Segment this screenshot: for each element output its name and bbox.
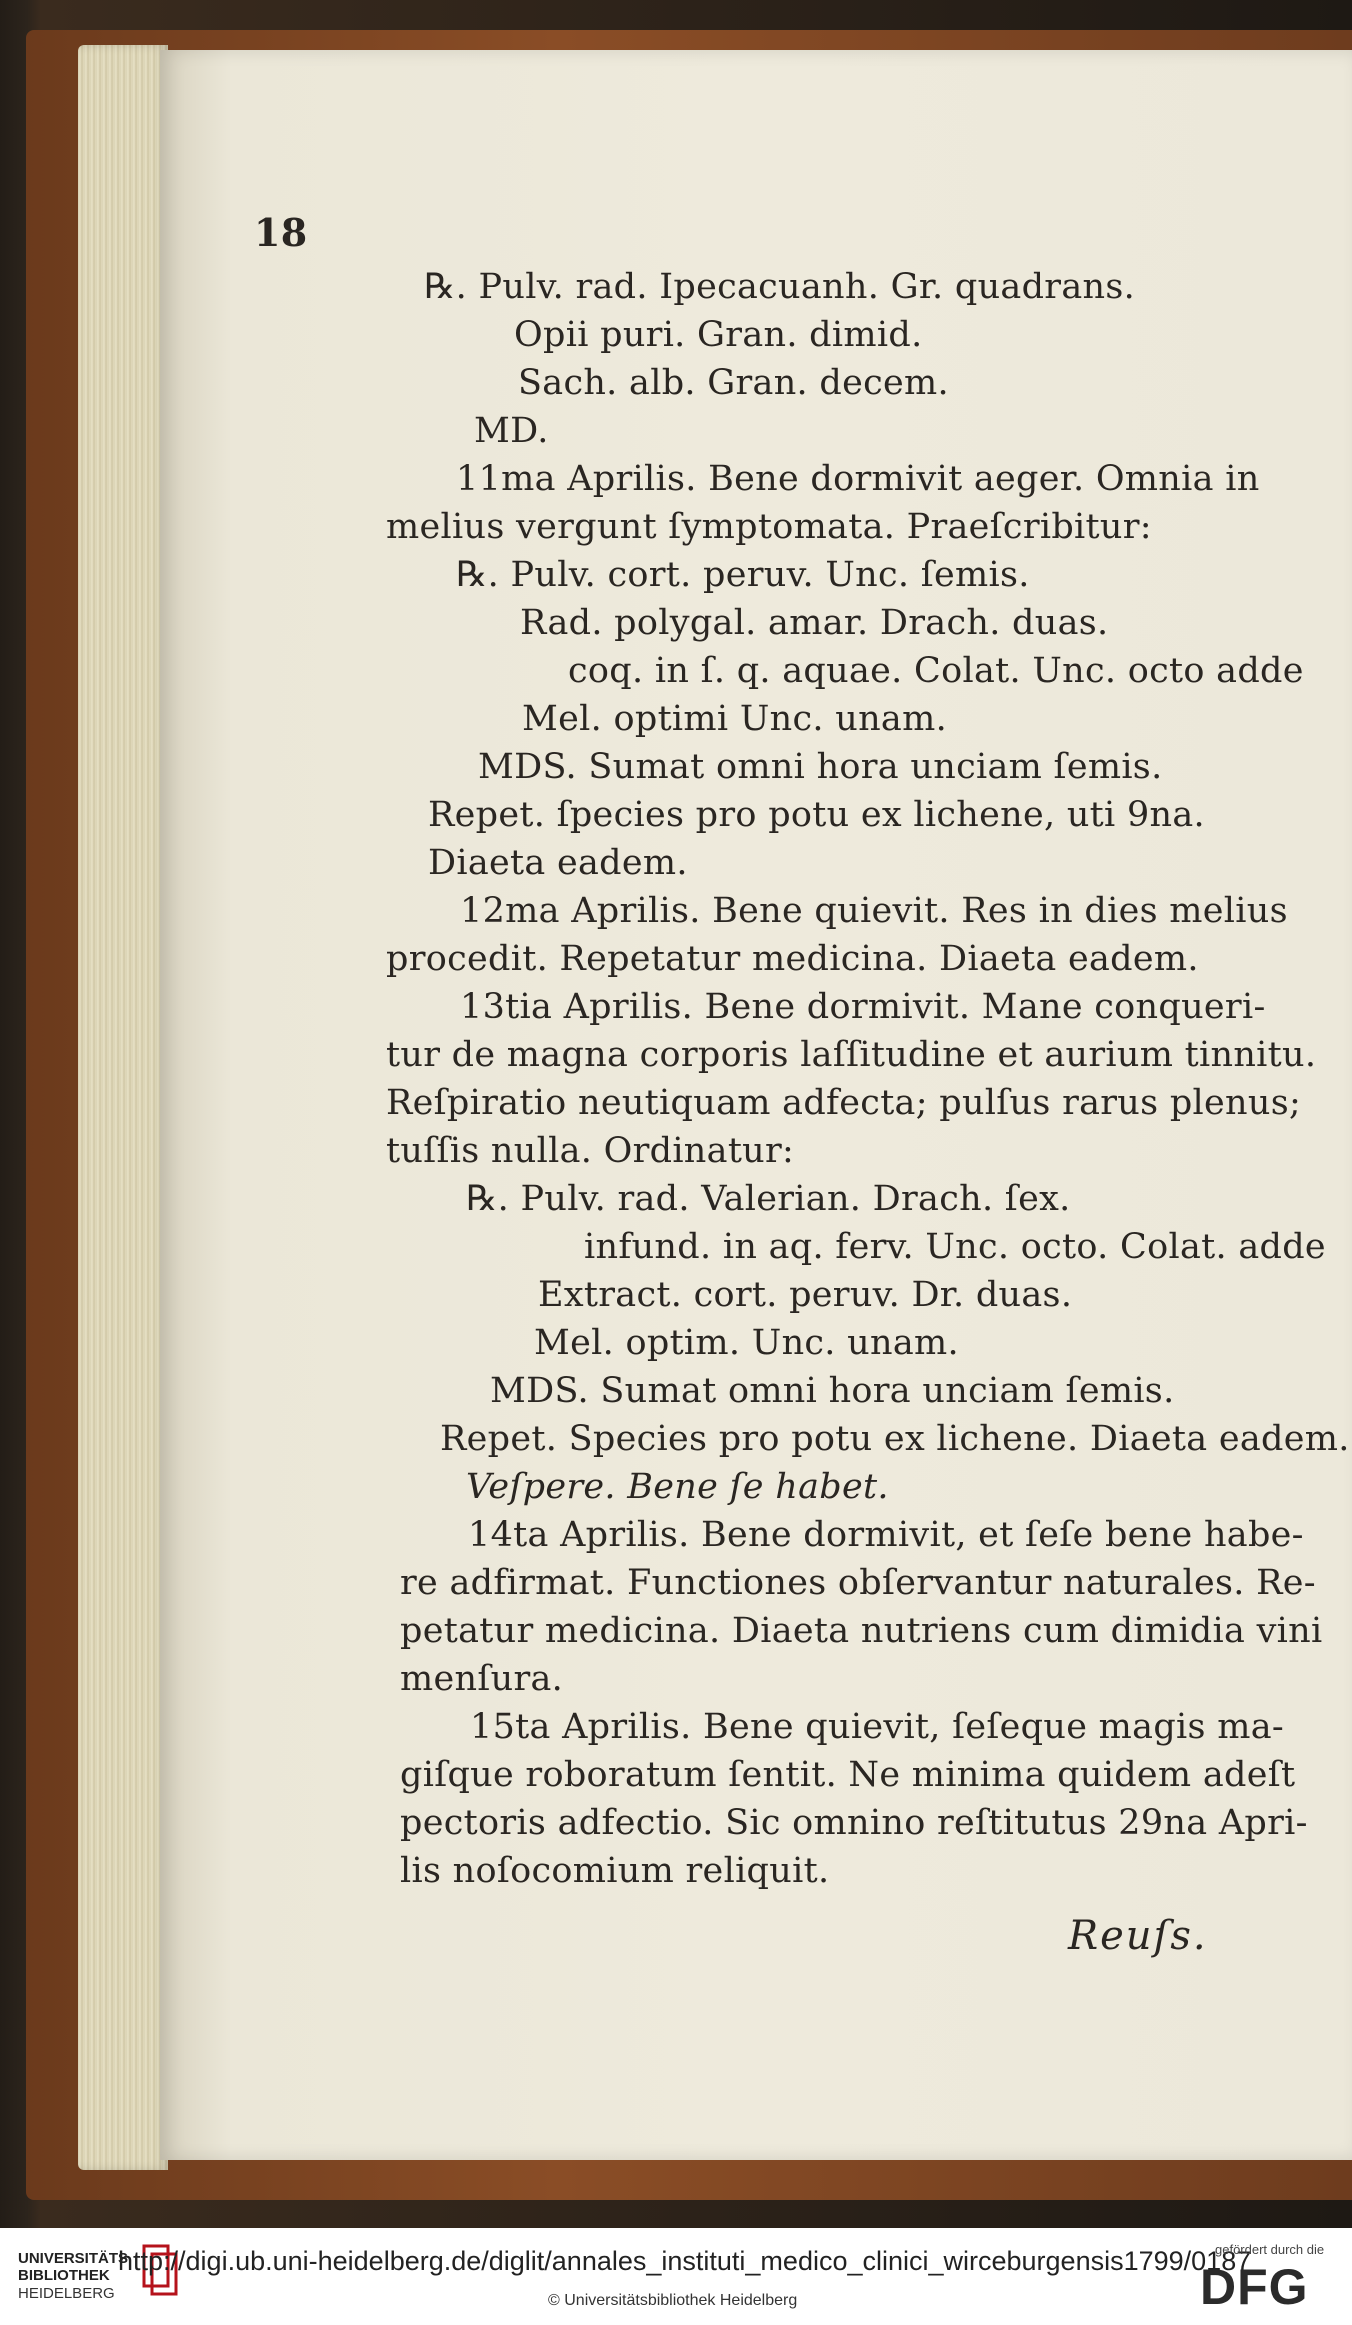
page-number: 18 <box>254 210 308 255</box>
funder-caption: gefördert durch die <box>1215 2242 1325 2257</box>
text-line: 14ta Aprilis. Bene dormivit, et ſeſe bene habe- <box>468 1515 1304 1555</box>
text-line: 12ma Aprilis. Bene quievit. Res in dies melius <box>460 891 1288 931</box>
text-line: MDS. Sumat omni hora unciam ſemis. <box>478 747 1163 787</box>
text-line: Sach. alb. Gran. decem. <box>518 363 949 403</box>
text-line: Veſpere. Bene ſe habet. <box>466 1467 889 1507</box>
copyright-notice: © Universitätsbibliothek Heidelberg <box>548 2292 798 2309</box>
text-line: Repet. Species pro potu ex lichene. Diaeta eadem. <box>440 1419 1350 1459</box>
text-line: Extract. cort. peruv. Dr. duas. <box>538 1275 1073 1315</box>
text-line: Reſpiratio neutiquam adfecta; pulſus rarus plenus; <box>386 1083 1302 1123</box>
text-line: tur de magna corporis laſſitudine et aurium tinnitu. <box>386 1035 1317 1075</box>
library-logo[interactable] <box>18 2250 128 2302</box>
text-line: infund. in aq. ferv. Unc. octo. Colat. adde <box>584 1227 1326 1267</box>
dfg-logo[interactable]: DFG <box>1200 2259 1309 2315</box>
library-name-line1: UNIVERSITÄTS <box>18 2250 129 2267</box>
text-line: melius vergunt ſymptomata. Praeſcribitur: <box>386 507 1152 547</box>
text-line: 11ma Aprilis. Bene dormivit aeger. Omnia in <box>456 459 1260 499</box>
text-line: giſque roboratum ſentit. Ne minima quidem adeſt <box>400 1755 1296 1795</box>
text-line: Mel. optimi Unc. unam. <box>522 699 947 739</box>
text-line: lis noſocomium reliquit. <box>400 1851 830 1891</box>
text-line: procedit. Repetatur medicina. Diaeta eadem. <box>386 939 1199 979</box>
text-line: Repet. ſpecies pro potu ex lichene, uti 9na. <box>428 795 1205 835</box>
text-line: Diaeta eadem. <box>428 843 688 883</box>
text-line: ℞. Pulv. rad. Ipecacuanh. Gr. quadrans. <box>424 267 1136 307</box>
text-line: MDS. Sumat omni hora unciam ſemis. <box>490 1371 1175 1411</box>
signature: Reuſs. <box>1068 1913 1208 1959</box>
library-name-line2: BIBLIOTHEK <box>18 2267 110 2285</box>
text-line: tuſſis nulla. Ordinatur: <box>386 1131 795 1171</box>
text-line: 15ta Aprilis. Bene quievit, ſeſeque magis ma- <box>470 1707 1284 1747</box>
text-line: pectoris adfectio. Sic omnino reſtitutus 29na Apri- <box>400 1803 1308 1843</box>
page-edges <box>78 45 168 2170</box>
text-line: coq. in ſ. q. aquae. Colat. Unc. octo adde <box>568 651 1304 691</box>
text-line: petatur medicina. Diaeta nutriens cum dimidia vini <box>400 1611 1323 1651</box>
library-name-line3: HEIDELBERG <box>18 2284 115 2302</box>
text-line: 13tia Aprilis. Bene dormivit. Mane conqueri- <box>460 987 1266 1027</box>
document-url-link[interactable]: http://digi.ub.uni-heidelberg.de/diglit/annales_instituti_medico_clinici_wirceburgensis1799/0187 <box>118 2246 1252 2276</box>
text-line: Rad. polygal. amar. Drach. duas. <box>520 603 1109 643</box>
text-line: Opii puri. Gran. dimid. <box>514 315 923 355</box>
text-line: MD. <box>474 411 549 451</box>
text-line: ℞. Pulv. cort. peruv. Unc. ſemis. <box>456 555 1030 595</box>
text-line: ℞. Pulv. rad. Valerian. Drach. ſex. <box>466 1179 1071 1219</box>
text-line: menſura. <box>400 1659 564 1699</box>
footer-bar <box>0 2228 1352 2325</box>
text-line: re adfirmat. Functiones obſervantur naturales. Re- <box>400 1563 1316 1603</box>
text-line: Mel. optim. Unc. unam. <box>534 1323 959 1363</box>
